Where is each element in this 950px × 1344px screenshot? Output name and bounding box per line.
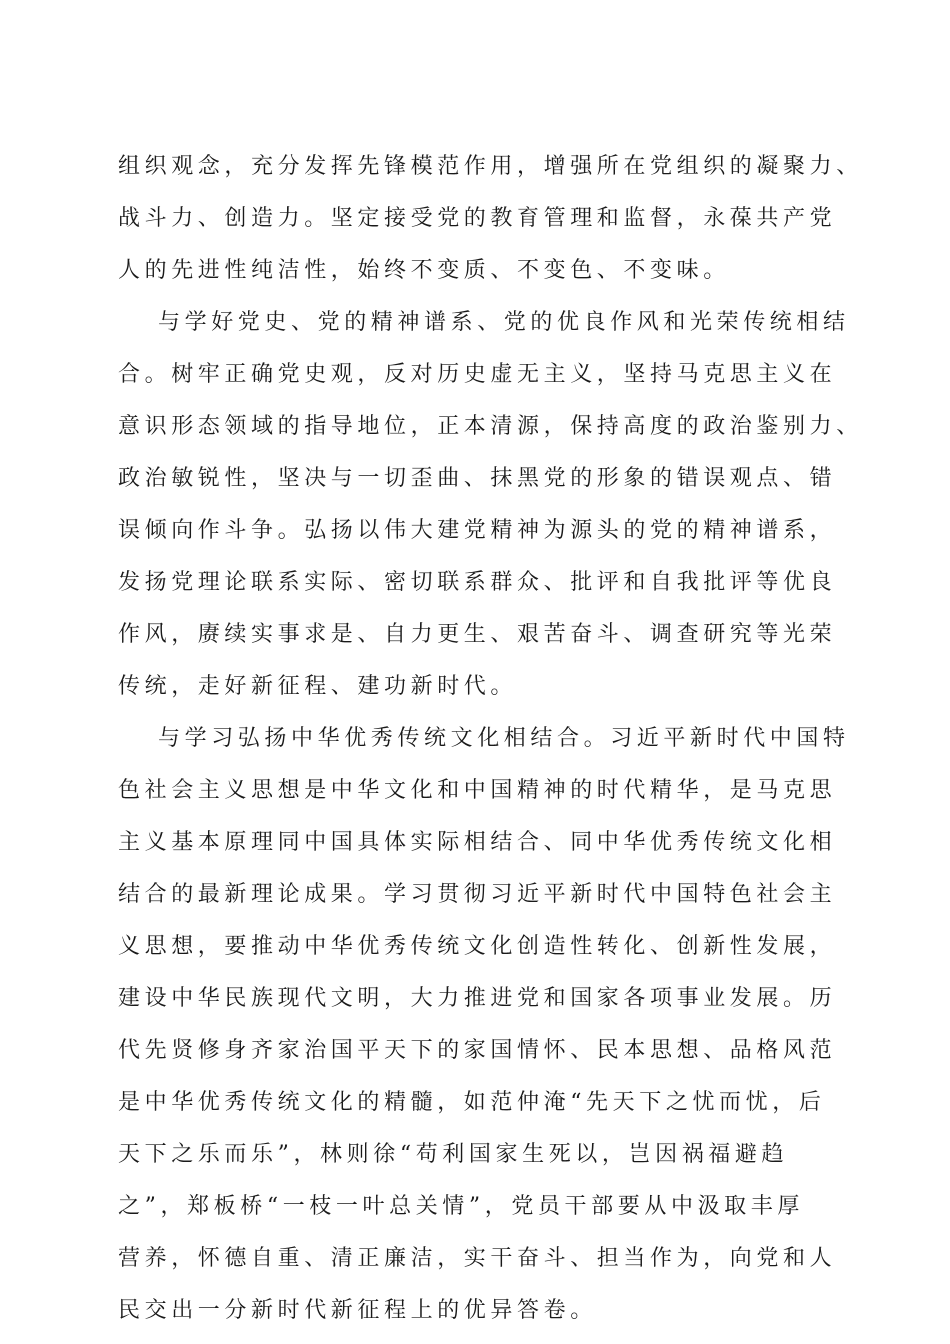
text-line: 代先贤修身齐家治国平天下的家国情怀、民本思想、品格风范 bbox=[118, 1038, 837, 1063]
text-line: 民交出一分新时代新征程上的优异答卷。 bbox=[118, 1298, 597, 1323]
text-line: 作风，赓续实事求是、自力更生、艰苦奋斗、调查研究等光荣 bbox=[118, 622, 837, 647]
text-line: 意识形态领域的指导地位，正本清源，保持高度的政治鉴别力、 bbox=[118, 414, 863, 439]
text-line: 色社会主义思想是中华文化和中国精神的时代精华，是马克思 bbox=[118, 778, 837, 803]
text-line: 传统，走好新征程、建功新时代。 bbox=[118, 674, 518, 699]
text-line: 建设中华民族现代文明，大力推进党和国家各项事业发展。历 bbox=[118, 986, 837, 1011]
paragraph-start-line: 与学好党史、党的精神谱系、党的优良作风和光荣传统相结 bbox=[158, 310, 850, 335]
text-line: 营养，怀德自重、清正廉洁，实干奋斗、担当作为，向党和人 bbox=[118, 1246, 837, 1271]
text-line: 战斗力、创造力。坚定接受党的教育管理和监督，永葆共产党 bbox=[118, 206, 837, 231]
text-line: 主义基本原理同中国具体实际相结合、同中华优秀传统文化相 bbox=[118, 830, 837, 855]
text-line: 政治敏锐性，坚决与一切歪曲、抹黑党的形象的错误观点、错 bbox=[118, 466, 837, 491]
paragraph-start-line: 与学习弘扬中华优秀传统文化相结合。习近平新时代中国特 bbox=[158, 726, 850, 751]
text-line: 组织观念，充分发挥先锋模范作用，增强所在党组织的凝聚力、 bbox=[118, 154, 863, 179]
text-line: 合。树牢正确党史观，反对历史虚无主义，坚持马克思主义在 bbox=[118, 362, 837, 387]
text-line: 天下之乐而乐”，林则徐“苟利国家生死以，岂因祸福避趋 bbox=[118, 1142, 789, 1167]
text-line: 误倾向作斗争。弘扬以伟大建党精神为源头的党的精神谱系， bbox=[118, 518, 837, 543]
body-text bbox=[118, 143, 863, 1339]
text-line: 结合的最新理论成果。学习贯彻习近平新时代中国特色社会主 bbox=[118, 882, 837, 907]
text-line: 发扬党理论联系实际、密切联系群众、批评和自我批评等优良 bbox=[118, 570, 837, 595]
text-line: 之”，郑板桥“一枝一叶总关情”，党员干部要从中汲取丰厚 bbox=[118, 1194, 804, 1219]
text-line: 人的先进性纯洁性，始终不变质、不变色、不变味。 bbox=[118, 258, 730, 283]
text-line: 义思想，要推动中华优秀传统文化创造性转化、创新性发展， bbox=[118, 934, 837, 959]
text-line: 是中华优秀传统文化的精髓，如范仲淹“先天下之忧而忧，后 bbox=[118, 1090, 826, 1115]
